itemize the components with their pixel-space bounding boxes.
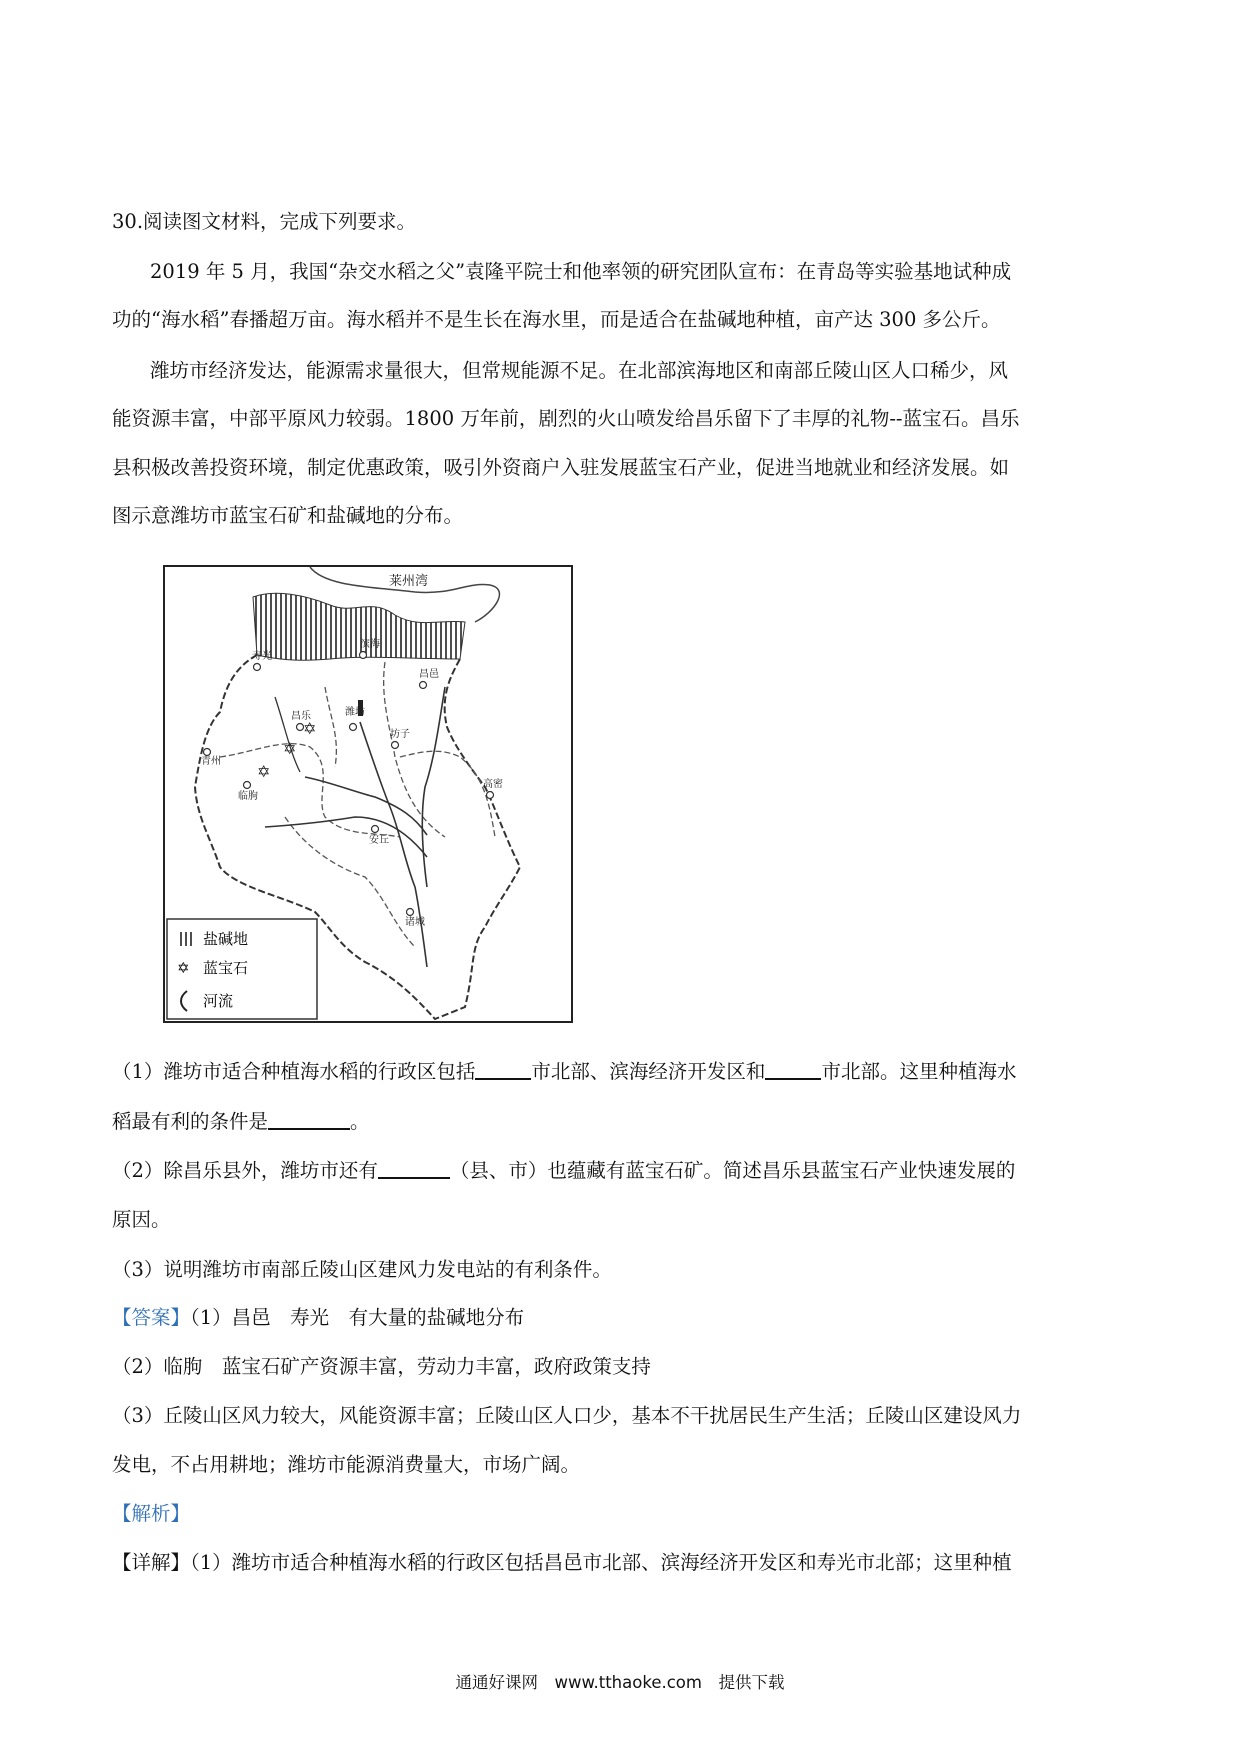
q2-text: （2）除昌乐县外，潍坊市还有: [112, 1159, 378, 1182]
sapphire-icon: ✡: [283, 739, 297, 758]
place-label: 高密: [483, 779, 503, 790]
answer-blank: [475, 1058, 531, 1080]
legend-sapphire-label: 蓝宝石: [203, 959, 249, 977]
place-label: 青州: [201, 756, 221, 767]
place-label: 坊子: [390, 729, 410, 740]
town-dot: [487, 792, 494, 799]
q1-text: 市北部。这里种植海水: [821, 1060, 1017, 1083]
town-dot: [407, 909, 414, 916]
river-4: [422, 687, 445, 887]
place-label: 寿光: [252, 651, 272, 662]
sapphire-markers: [257, 719, 316, 781]
q1-text: 。: [350, 1110, 370, 1133]
town-dot: [392, 742, 399, 749]
town-dot: [244, 782, 251, 789]
page-footer: 通通好课网 www.tthaoke.com 提供下载: [455, 1673, 785, 1692]
saline-land-area: [253, 593, 465, 660]
town-dot: [420, 682, 427, 689]
analysis-tag: 【解析】: [112, 1502, 191, 1525]
town-dot: [372, 826, 379, 833]
subquestion-3: （3）说明潍坊市南部丘陵山区建风力发电站的有利条件。: [112, 1258, 612, 1281]
detail-line: [112, 1549, 1012, 1577]
legend-saline-label: 盐碱地: [203, 930, 249, 948]
town-markers: [204, 652, 494, 916]
town-dot: [350, 724, 357, 731]
town-dot: [204, 749, 211, 756]
answer-tag: 【答案】: [112, 1306, 191, 1329]
q1-text: 市北部、滨海经济开发区和: [531, 1060, 766, 1083]
question-title: 30.阅读图文材料，完成下列要求。: [112, 210, 417, 233]
answer-blank: [268, 1108, 350, 1130]
para1-line1: 2019 年 5 月，我国“杂交水稻之父”袁隆平院士和他率领的研究团队宣布：在青岛等实验基地试种成: [150, 260, 1012, 283]
bay-label: 莱州湾: [389, 574, 429, 589]
sapphire-icon: ✡: [303, 719, 317, 738]
answer-blank: [765, 1058, 821, 1080]
place-label: 昌乐: [291, 711, 311, 722]
detail-text: （1）潍坊市适合种植海水稻的行政区包括昌邑市北部、滨海经济开发区和寿光市北部；这里种植: [190, 1551, 1012, 1574]
q2-text: 原因。: [112, 1208, 171, 1231]
river-2: [305, 777, 427, 835]
answer-1: （1）昌邑 寿光 有大量的盐碱地分布: [190, 1306, 525, 1329]
answer-blank: [378, 1157, 450, 1179]
para1-line2: 功的“海水稻”春播超万亩。海水稻并不是生长在海水里，而是适合在盐碱地种植，亩产达 300 多公斤。: [112, 308, 1001, 331]
town-dot: [254, 664, 261, 671]
place-label: 潍坊: [345, 707, 365, 718]
place-label: 安丘: [369, 835, 389, 846]
answer-3-line1: （3）丘陵山区风力较大，风能资源丰富；丘陵山区人口少，基本不干扰居民生产生活；丘陵山区建设风力: [112, 1404, 1022, 1427]
river-5: [275, 697, 300, 772]
para2-line2: 能资源丰富，中部平原风力较弱。1800 万年前，剧烈的火山喷发给昌乐留下了丰厚的礼物--蓝宝石。昌乐: [112, 407, 1020, 430]
para2-line1: 潍坊市经济发达，能源需求量很大，但常规能源不足。在北部滨海地区和南部丘陵山区人口稀少，风: [150, 359, 1009, 382]
answer-2: （2）临朐 蓝宝石矿产资源丰富，劳动力丰富，政府政策支持: [112, 1355, 651, 1378]
q2-text: （县、市）也蕴藏有蓝宝石矿。简述昌乐县蓝宝石产业快速发展的: [449, 1159, 1016, 1182]
para2-line3: 县积极改善投资环境，制定优惠政策，吸引外资商户入驻发展蓝宝石产业，促进当地就业和经济发展。如: [112, 456, 1010, 479]
para2-line4: 图示意潍坊市蓝宝石矿和盐碱地的分布。: [112, 504, 464, 527]
q1-text: 稻最有利的条件是: [112, 1110, 269, 1133]
legend-river-label: 河流: [203, 992, 234, 1010]
q1-text: （1）潍坊市适合种植海水稻的行政区包括: [112, 1060, 476, 1083]
weifang-map: [163, 565, 573, 1023]
place-label: 昌邑: [419, 669, 439, 680]
sapphire-icon: ✡: [257, 762, 271, 781]
place-label: 诸城: [405, 917, 425, 928]
answer-3-line2: 发电，不占用耕地；潍坊市能源消费量大，市场广阔。: [112, 1453, 581, 1476]
county-boundaries: [220, 662, 495, 947]
detail-tag: 【详解】: [112, 1551, 191, 1574]
legend-saline-swatch: [177, 932, 193, 946]
place-label: 滨海: [360, 639, 380, 650]
legend-sapphire-icon: ✡: [177, 959, 190, 977]
place-label: 临朐: [238, 791, 258, 802]
river-3: [265, 817, 427, 857]
map-legend: [167, 919, 317, 1019]
map-drawing: [165, 567, 571, 1021]
town-dot: [360, 652, 367, 659]
